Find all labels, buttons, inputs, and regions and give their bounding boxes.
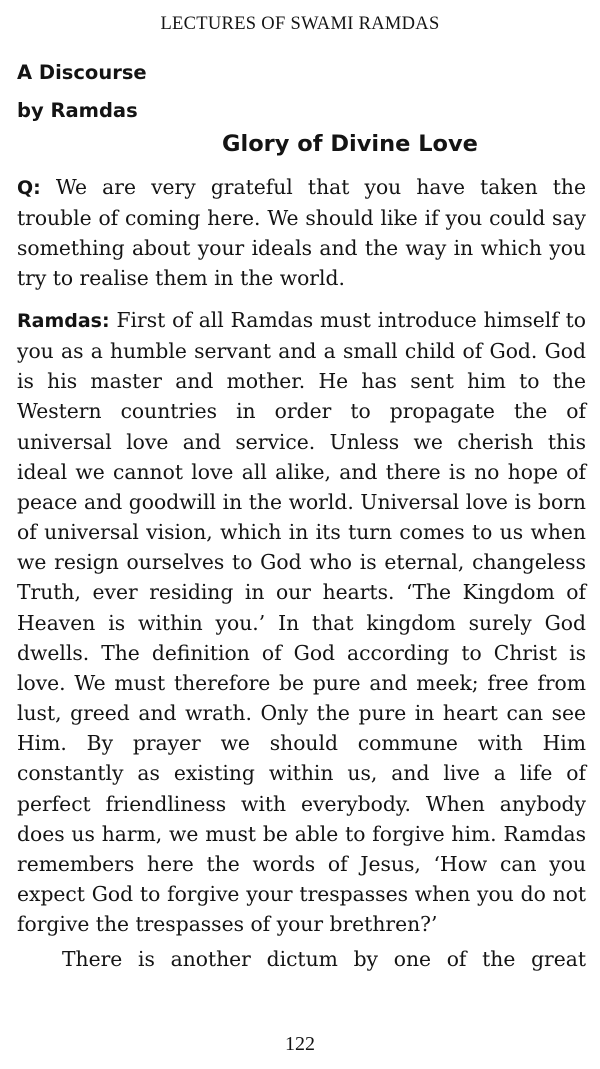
answer-paragraph xyxy=(17,305,586,939)
running-header: LECTURES OF SWAMI RAMDAS xyxy=(160,14,440,34)
discourse-heading-line-2: by Ramdas xyxy=(17,99,138,122)
answer-speaker-label: Ramdas: xyxy=(17,310,110,332)
question-paragraph xyxy=(17,172,586,294)
page-number: 122 xyxy=(285,1033,315,1055)
answer-text: First of all Ramdas must introduce himself to you as a humble servant and a small child of God. God is his master and mother. He has sent him to the Western countries in order to propagate the of universal love and service. Unless we cherish this ideal we cannot love all alike, and there is no hope of peace and goodwill in the world. Universal love is born of universal vision, which in its turn comes to us when we resign ourselves to God who is eternal, changeless Truth, ever residing in our hearts. ‘The Kingdom of Heaven is within you.’ In that kingdom surely God dwells. The definition of God according to Christ is love. We must therefore be pure and meek; free from lust, greed and wrath. Only the pure in heart can see Him. By prayer we should commune with Him constantly as existing within us, and live a life of perfect friendliness with everybody. When anybody does us harm, we must be able to forgive him. Ramdas remembers here the words of Jesus, ‘How can you expect God to forgive your trespasses when you do not forgive the trespasses of your brethren?’ xyxy=(17,308,586,937)
question-text: We are very grateful that you have taken the trouble of coming here. We should like if you could say something about your ideals and the way in which you try to realise them in the world. xyxy=(17,175,586,291)
question-speaker-label: Q: xyxy=(17,177,41,199)
chapter-title: Glory of Divine Love xyxy=(222,131,478,157)
continuation-paragraph: There is another dictum by one of the great xyxy=(62,947,586,971)
discourse-heading-line-1: A Discourse xyxy=(17,61,147,84)
